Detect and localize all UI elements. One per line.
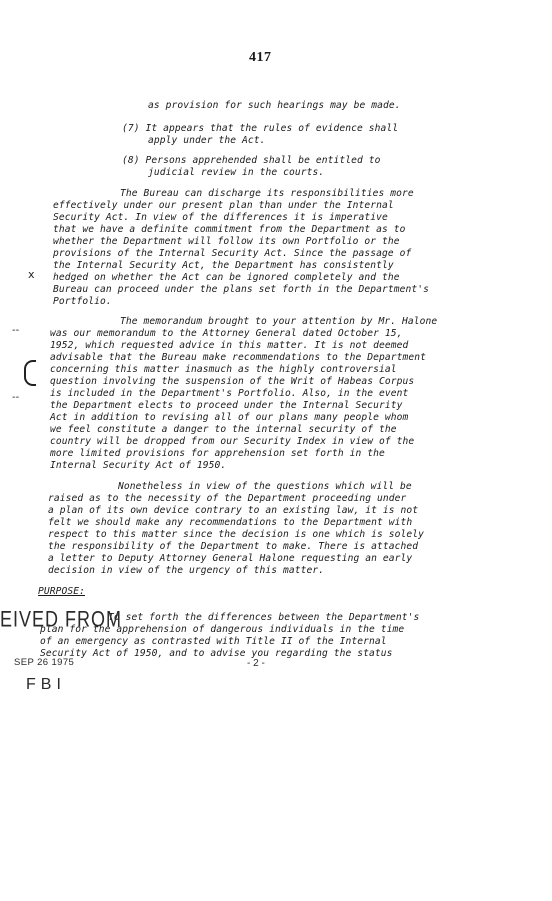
text-line: the responsibility of the Department to make. There is attached — [48, 541, 419, 552]
text-line: plan for the apprehension of dangerous individuals in the time — [40, 624, 405, 635]
text-line: the Internal Security Act, the Department has consistently — [53, 260, 394, 271]
margin-dash: -- — [12, 392, 20, 403]
text-line: of an emergency as contrasted with Title II of the Internal — [40, 636, 387, 647]
text-line: country will be dropped from our Security Index in view of the — [50, 436, 415, 447]
stamp-date: SEP 26 1975 — [14, 657, 75, 668]
text-line: the Department elects to proceed under the Internal Security — [50, 400, 403, 411]
text-line: hedged on whether the Act can be ignored completely and the — [53, 272, 400, 283]
text-line: Nonetheless in view of the questions which will be — [118, 481, 412, 492]
text-line: whether the Department will follow its own Portfolio or the — [53, 236, 400, 247]
text-line: advisable that the Bureau make recommendations to the Department — [50, 352, 427, 363]
margin-bracket — [24, 360, 36, 386]
text-line: The Bureau can discharge its responsibilities more — [120, 188, 414, 199]
received-stamp: EIVED FROM — [0, 606, 123, 632]
text-line: felt we should make any recommendations to the Department with — [48, 517, 413, 528]
text-line: that we have a definite commitment from the Department as to — [53, 224, 406, 235]
text-line: more limited provisions for apprehension set forth in the — [50, 448, 385, 459]
text-line: judicial review in the courts. — [148, 167, 325, 178]
text-line: provisions of the Internal Security Act. Since the passage of — [53, 248, 412, 259]
text-line: To set forth the differences between the Department's — [108, 612, 420, 623]
text-line: The memorandum brought to your attention by Mr. Halone — [120, 316, 438, 327]
margin-mark-x: x — [28, 268, 35, 281]
text-line: Act in addition to revising all of our plans many people whom — [50, 412, 409, 423]
text-line: decision in view of the urgency of this matter. — [48, 565, 325, 576]
text-line: as provision for such hearings may be made. — [148, 100, 401, 111]
footer-page-number: - 2 - — [247, 658, 265, 669]
text-line: respect to this matter since the decision is one which is solely — [48, 529, 425, 540]
text-line: Portfolio. — [53, 296, 112, 307]
page-number: 417 — [249, 50, 272, 65]
text-line: Internal Security Act of 1950. — [50, 460, 227, 471]
text-line: (8) Persons apprehended shall be entitled to — [122, 155, 381, 166]
text-line: Security Act. In view of the differences it is imperative — [53, 212, 388, 223]
stamp-agency: FBI — [26, 676, 66, 693]
text-line: question involving the suspension of the Writ of Habeas Corpus — [50, 376, 415, 387]
purpose-heading: PURPOSE: — [38, 586, 86, 597]
text-line: raised as to the necessity of the Department proceeding under — [48, 493, 407, 504]
text-line: 1952, which requested advice in this matter. It is not deemed — [50, 340, 409, 351]
text-line: effectively under our present plan than under the Internal — [53, 200, 394, 211]
text-line: is included in the Department's Portfolio. Also, in the event — [50, 388, 409, 399]
text-line: (7) It appears that the rules of evidence shall — [122, 123, 399, 134]
margin-dash: -- — [12, 325, 20, 336]
text-line: apply under the Act. — [148, 135, 266, 146]
text-line: concerning this matter inasmuch as the highly controversial — [50, 364, 397, 375]
text-line: Security Act of 1950, and to advise you regarding the status — [40, 648, 393, 659]
text-line: was our memorandum to the Attorney General dated October 15, — [50, 328, 403, 339]
text-line: a plan of its own device contrary to an existing law, it is not — [48, 505, 419, 516]
text-line: Bureau can proceed under the plans set forth in the Department's — [53, 284, 430, 295]
text-line: we feel constitute a danger to the internal security of the — [50, 424, 397, 435]
text-line: a letter to Deputy Attorney General Halone requesting an early — [48, 553, 413, 564]
